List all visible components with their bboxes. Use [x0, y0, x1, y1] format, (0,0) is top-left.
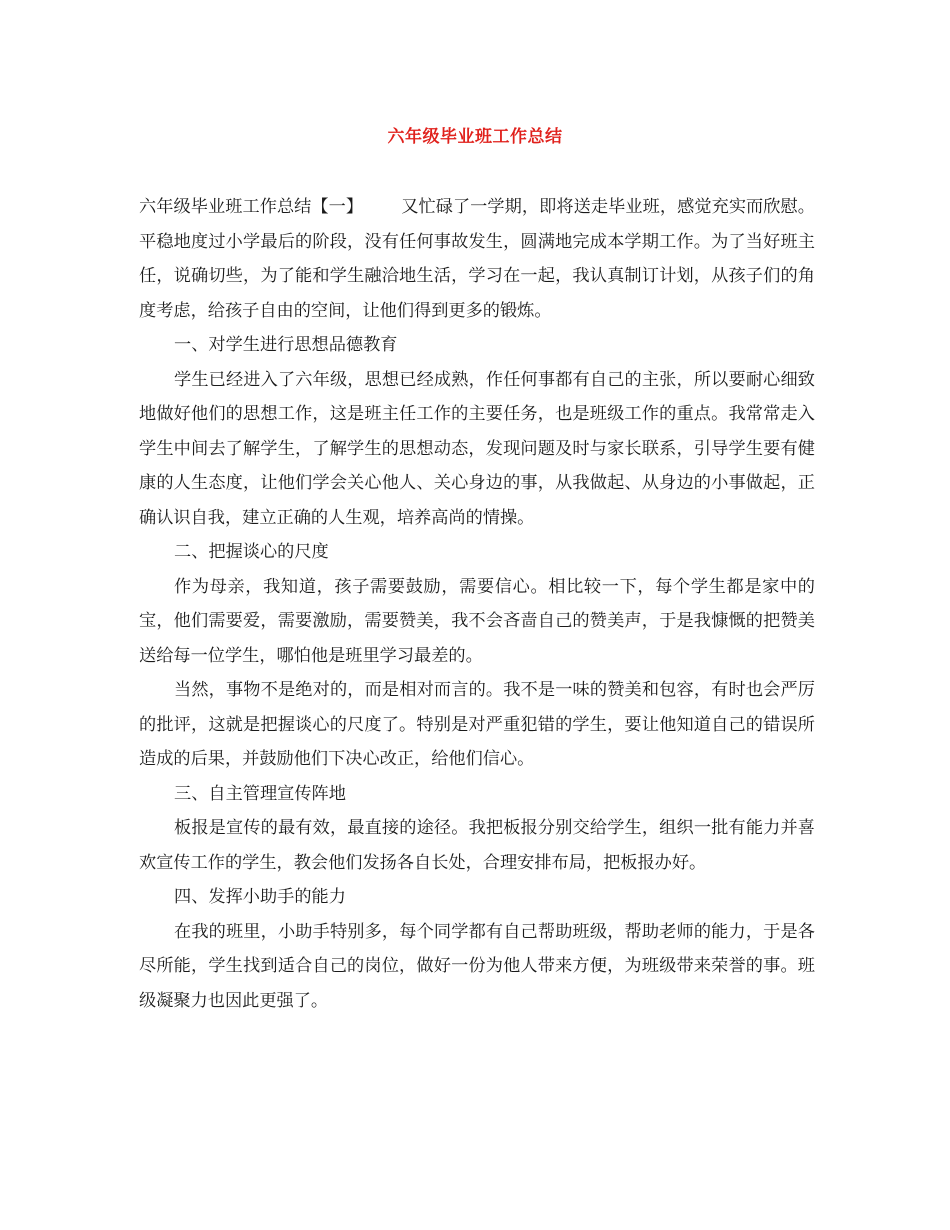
intro-paragraph: [139, 190, 815, 328]
document-body: [139, 190, 815, 1018]
section-2-paragraph-2: 当然，事物不是绝对的，而是相对而言的。我不是一味的赞美和包容，有时也会严厉的批评，这就是把握谈心的尺度了。特别是对严重犯错的学生，要让他知道自己的错误所造成的后果，并鼓励他们下决心改正，给他们信心。: [139, 680, 815, 769]
section-1-paragraph-1: 学生已经进入了六年级，思想已经成熟，作任何事都有自己的主张，所以要耐心细致地做好他们的思想工作，这是班主任工作的主要任务，也是班级工作的重点。我常常走入学生中间去了解学生，了解学生的思想动态，发现问题及时与家长联系，引导学生要有健康的人生态度，让他们学会关心他人、关心身边的事，从我做起、从身边的小事做起，正确认识自我，建立正确的人生观，培养高尚的情操。: [139, 369, 815, 528]
intro-label: 六年级毕业班工作总结【一】: [139, 197, 364, 217]
document-title: 六年级毕业班工作总结: [387, 127, 563, 147]
section-4-paragraph-1: 在我的班里，小助手特别多，每个同学都有自己帮助班级，帮助老师的能力，于是各尽所能，学生找到适合自己的岗位，做好一份为他人带来方便，为班级带来荣誉的事。班级凝聚力也因此更强了。: [139, 921, 815, 1011]
intro-text: 又忙碌了一学期，即将送走毕业班，感觉充实而欣慰。平稳地度过小学最后的阶段，没有任何事故发生，圆满地完成本学期工作。为了当好班主任，说确切些，为了能和学生融洽地生活，学习在一起，我认真制订计划，从孩子们的角度考虑，给孩子自由的空间，让他们得到更多的锻炼。: [139, 197, 815, 321]
section-heading-2: 二、把握谈心的尺度: [174, 542, 329, 562]
section-2-paragraph-1: 作为母亲，我知道，孩子需要鼓励，需要信心。相比较一下，每个学生都是家中的宝，他们需要爱，需要激励，需要赞美，我不会吝啬自己的赞美声，于是我慷慨的把赞美送给每一位学生，哪怕他是班里学习最差的。: [139, 576, 815, 666]
section-heading-4: 四、发挥小助手的能力: [174, 887, 346, 907]
section-heading-3: 三、自主管理宣传阵地: [174, 783, 346, 804]
section-3-paragraph-1: 板报是宣传的最有效，最直接的途径。我把板报分别交给学生，组织一批有能力并喜欢宣传工作的学生，教会他们发扬各自长处，合理安排布局，把板报办好。: [139, 818, 815, 873]
section-heading-1: 一、对学生进行思想品德教育: [174, 335, 398, 355]
